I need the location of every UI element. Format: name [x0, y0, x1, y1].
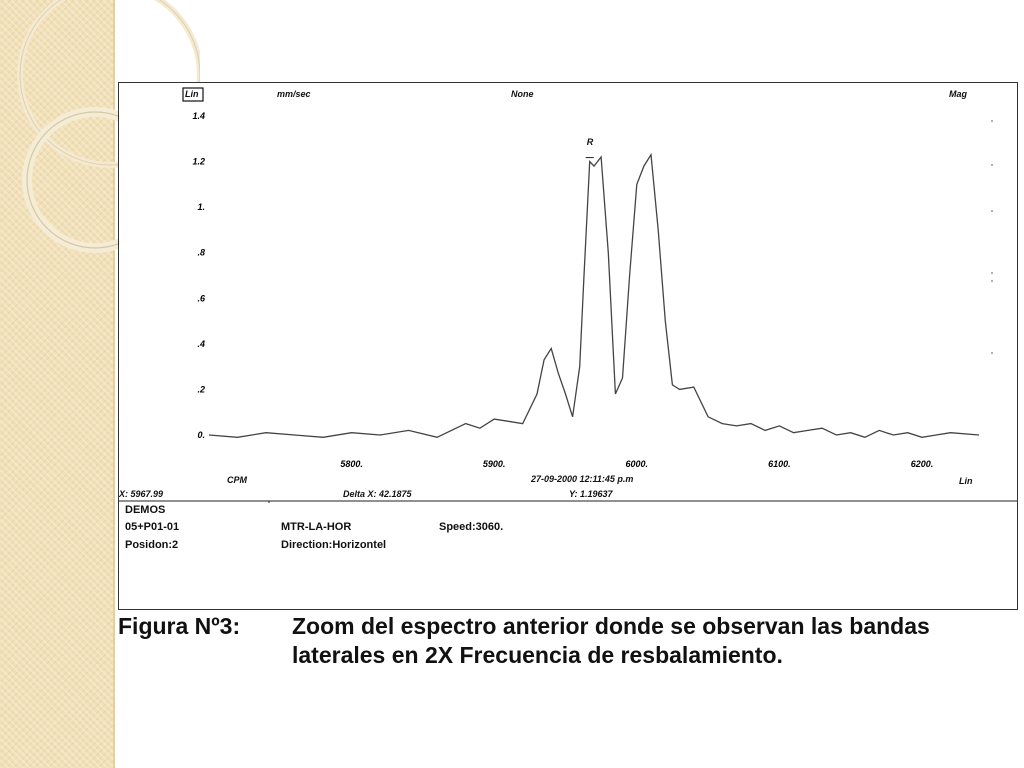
x-tick-label: 6200. [910, 459, 934, 469]
x-scale-label: Lin [959, 476, 973, 486]
y-tick-label: .2 [197, 384, 205, 395]
direction-label: Direction:Horizontel [281, 539, 387, 551]
window-label: None [511, 89, 534, 99]
scan-artifact-dot [991, 280, 993, 282]
spectrum-series-line [209, 155, 979, 438]
y-readout: Y: 1.19637 [569, 489, 613, 499]
y-tick-label: .6 [197, 293, 205, 304]
units-label: mm/sec [277, 89, 311, 99]
delta-x-readout: Delta X: 42.1875 [343, 489, 412, 499]
y-tick-label: .8 [197, 247, 205, 258]
x-axis-label: CPM [227, 475, 247, 485]
machine-label: MTR-LA-HOR [281, 521, 352, 533]
spectrum-figure [118, 82, 1018, 610]
x-tick-label: 6100. [768, 459, 791, 469]
caption-label: Figura Nº3: [118, 613, 241, 639]
scan-artifact-dot [991, 164, 993, 166]
spectrum-plot [119, 83, 1017, 609]
scan-artifact-dot [991, 352, 993, 354]
x-readout: X: 5967.99 [119, 489, 164, 499]
y-tick-label: 1.4 [192, 111, 205, 121]
scan-artifact-dot [991, 210, 993, 212]
x-tick-label: 5900. [482, 459, 506, 469]
datetime-readout: 27-09-2000 12:11:45 p.m [531, 474, 634, 484]
mag-label: Mag [949, 89, 967, 99]
speed-label: Speed:3060. [439, 521, 504, 533]
y-tick-label: 0. [197, 430, 205, 440]
y-tick-label: 1.2 [192, 156, 205, 167]
x-tick-label: 5800. [340, 459, 363, 469]
marker-label: R [586, 137, 594, 147]
position-label: Posidon:2 [125, 539, 179, 551]
units-box-label: Lin [185, 89, 199, 99]
caption-text: Zoom del espectro anterior donde se observan las bandas laterales en 2X Frecuencia de resbalamiento. [292, 613, 930, 668]
point-label: 05+P01-01 [125, 521, 180, 533]
scan-artifact-dot [991, 272, 993, 274]
x-tick-label: 6000. [625, 459, 649, 469]
y-tick-label: 1. [197, 202, 205, 213]
y-tick-label: .4 [197, 338, 205, 349]
scan-artifact-dot [991, 120, 993, 122]
company-label: DEMOS [125, 504, 166, 516]
